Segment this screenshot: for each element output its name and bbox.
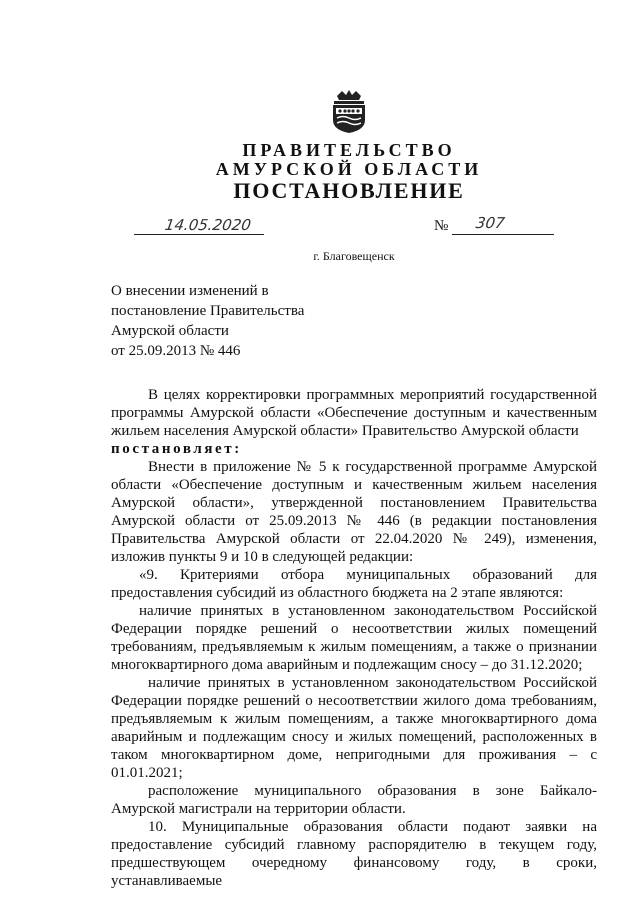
coat-of-arms-icon <box>327 88 371 134</box>
body-paragraph: наличие принятых в установленном законодательством Российской Федерации порядке решений о несоответствии жилых помещений требованиям, предъявляемым к жилым помещениям, а также о признании многоквартирного дома аварийным и подлежащим сносу – до 31.12.2020; <box>111 603 597 673</box>
document-body <box>111 386 597 890</box>
body-paragraph: 10. Муниципальные образования области подают заявки на предоставление субсидий главному распорядителю в текущем году, предшествующем очередному финансовому году, в сроки, устанавливаемые <box>111 819 597 889</box>
document-date: 14.05.2020 <box>163 216 253 234</box>
subject-line: Амурской области <box>111 323 229 339</box>
government-title-line1: ПРАВИТЕЛЬСТВО <box>242 140 456 160</box>
subject-line: О внесении изменений в <box>111 283 269 299</box>
document-subject <box>111 281 371 361</box>
body-paragraph: наличие принятых в установленном законодательством Российской Федерации порядке решений о несоответствии жилого дома требованиям, предъявляемым к жилым помещениям, а также многоквартирного дома аварийным и подлежащим сносу и жилых помещений, расположенных в таком многоквартирном доме, непригодными для проживания – с 01.01.2021; <box>111 675 597 781</box>
document-type: ПОСТАНОВЛЕНИЕ <box>233 178 465 203</box>
body-paragraph: Внести в приложение № 5 к государственной программе Амурской области «Обеспечение доступным и качественным жильем населения Амурской области», утвержденной постановлением Правительства Амурской области от 25.09.2013 № 446 (в редакции постановления Правительства Амурской области от 22.04.2020 № 249), изменения, изложив пункты 9 и 10 в следующей редакции: <box>111 459 597 565</box>
number-label: № <box>434 218 449 234</box>
decree-word: постановляет: <box>111 441 242 457</box>
city: г. Благовещенск <box>313 249 395 263</box>
body-paragraph: «9. Критериями отбора муниципальных образований для предоставления субсидий из областного бюджета на 2 этапе являются: <box>111 567 597 601</box>
government-title-line2: АМУРСКОЙ ОБЛАСТИ <box>215 159 483 179</box>
subject-line: от 25.09.2013 № 446 <box>111 343 241 359</box>
body-paragraph: расположение муниципального образования в зоне Байкало-Амурской магистрали на территории области. <box>111 783 597 817</box>
document-number: 307 <box>474 214 506 232</box>
subject-line: постановление Правительства <box>111 303 305 319</box>
body-intro: В целях корректировки программных мероприятий государственной программы Амурской области «Обеспечение доступным и качественным жильем населения Амурской области» Правительство Амурской области <box>111 387 597 439</box>
